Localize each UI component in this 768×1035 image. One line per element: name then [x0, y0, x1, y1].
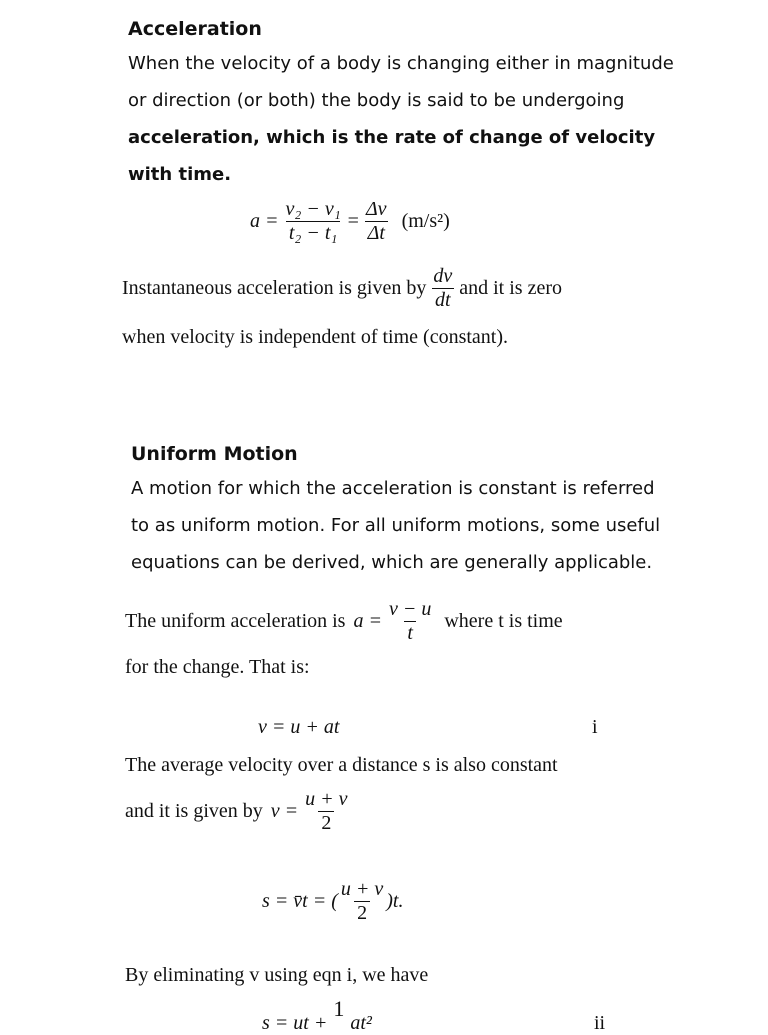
ua-post-text: where t is time [444, 610, 563, 632]
uniform-acceleration-line [125, 598, 563, 645]
acceleration-definition-bold-end: with time. [128, 164, 232, 185]
last-numerator: 1 [333, 996, 345, 1021]
uniform-text-line1: A motion for which the acceleration is constant is referred [131, 478, 655, 499]
uniform-text-line3: equations can be derived, which are generally applicable. [131, 552, 653, 573]
eq-fraction-velocity [283, 198, 344, 245]
average-velocity-line1: The average velocity over a distance s is also constant [125, 754, 558, 776]
eq-delta-t: Δt [365, 221, 388, 245]
inst-fraction [430, 265, 455, 312]
last-post: at² [350, 1012, 372, 1034]
distance-equation [262, 878, 403, 925]
eq-lhs: a = [250, 210, 279, 232]
heading-acceleration: Acceleration [128, 18, 262, 40]
last-lhs: s = ut + [262, 1012, 328, 1034]
instantaneous-line2: when velocity is independent of time (constant). [122, 326, 509, 348]
eq-delta-v: Δv [365, 198, 387, 220]
acceleration-text-line2: or direction (or both) the body is said to be undergoing [128, 90, 625, 111]
avg-fraction [302, 788, 350, 835]
s-rhs: )t. [386, 890, 404, 912]
eq-numerator: v₂ − v₁ [285, 198, 341, 220]
eq-equals: = [347, 210, 359, 232]
s-denominator: 2 [354, 901, 370, 925]
inst-pre-text: Instantaneous acceleration is given by [122, 277, 427, 299]
ua-pre-text: The uniform acceleration is [125, 610, 346, 632]
s-numerator: u + v [340, 878, 384, 900]
equation-ii [262, 996, 372, 1035]
s-fraction [338, 878, 386, 925]
acceleration-text-line1: When the velocity of a body is changing either in magnitude [128, 53, 674, 74]
inst-dv: dv [433, 265, 453, 287]
uniform-line2: for the change. That is: [125, 656, 310, 678]
ua-fraction [386, 598, 434, 645]
instantaneous-line [122, 265, 562, 312]
uniform-text-line2: to as uniform motion. For all uniform motions, some useful [131, 515, 661, 536]
avg-denominator: 2 [318, 811, 334, 835]
equation-i-label: i [592, 716, 598, 738]
inst-post-text: and it is zero [459, 277, 562, 299]
ua-numerator: v − u [388, 598, 432, 620]
acceleration-definition-bold: acceleration, which is the rate of change of velocity [128, 127, 656, 148]
avg-pre-text: and it is given by [125, 800, 263, 822]
eq-fraction-delta [363, 198, 390, 245]
eliminating-line: By eliminating v using eqn i, we have [125, 964, 429, 986]
ua-denominator: t [404, 621, 416, 645]
equation-i: v = u + at [258, 716, 340, 738]
avg-numerator: u + v [305, 788, 348, 810]
heading-uniform-motion: Uniform Motion [131, 443, 298, 465]
ua-lhs: a = [353, 610, 382, 632]
avg-lhs: v = [270, 800, 299, 822]
s-lhs: s = v̄t = ( [262, 890, 338, 912]
equation-ii-label: ii [594, 1012, 606, 1034]
inst-dt: dt [432, 288, 454, 312]
acceleration-equation [250, 198, 450, 245]
eq-unit: (m/s²) [401, 210, 450, 232]
eq-denominator: t₂ − t₁ [286, 221, 341, 245]
average-velocity-line2 [125, 788, 355, 835]
